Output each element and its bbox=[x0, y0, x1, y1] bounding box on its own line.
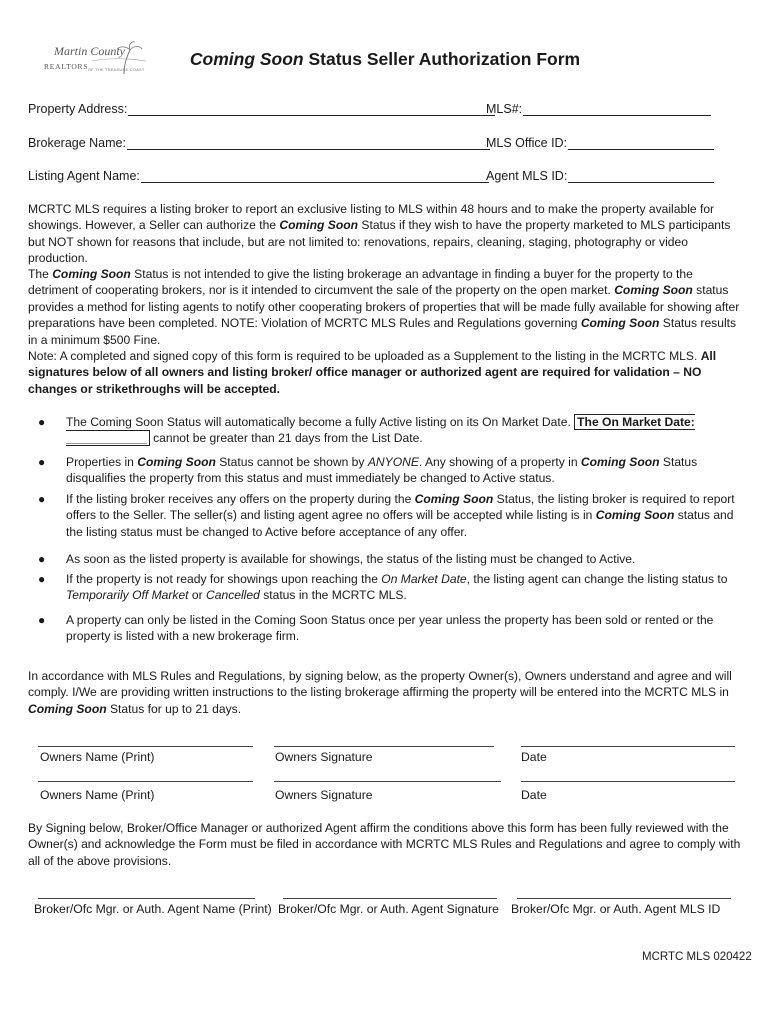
brokerage-name-line[interactable] bbox=[127, 137, 490, 150]
owner-signature-label-1: Owners Signature bbox=[275, 750, 373, 764]
owner-signature-label-2: Owners Signature bbox=[275, 788, 373, 802]
owner-date-label-2: Date bbox=[521, 788, 547, 802]
property-address-line[interactable] bbox=[128, 103, 495, 116]
form-title bbox=[170, 49, 600, 70]
agent-mls-id-line[interactable] bbox=[568, 170, 714, 183]
listing-agent-name-line[interactable] bbox=[141, 170, 489, 183]
logo bbox=[40, 40, 152, 80]
owner-name-label-2: Owners Name (Print) bbox=[40, 788, 155, 802]
agent-mls-id-field[interactable] bbox=[486, 169, 714, 183]
broker-mls-id-label: Broker/Ofc Mgr. or Auth. Agent MLS ID bbox=[511, 902, 721, 916]
broker-mls-id-line[interactable] bbox=[517, 888, 731, 899]
owner-name-label-1: Owners Name (Print) bbox=[40, 750, 155, 764]
paragraph-intent: The Coming Soon Status is not intended to give the listing brokerage an advantage in finding a buyer for the property to the detriment of cooperating brokers, nor is it intended to circumvent the sale of the property on the open market. Coming Soon status provides a method for listing agents to notify other cooperating brokers of properties that will be made fully available for showing after preparations have been completed. NOTE: Violation of MCRTC MLS Rules and Regulations governing Coming Soon Status results in a minimum $500 Fine. bbox=[28, 267, 740, 347]
owner-date-line-2[interactable] bbox=[521, 771, 735, 782]
broker-name-line[interactable] bbox=[38, 888, 255, 899]
brokerage-name-field[interactable] bbox=[28, 136, 490, 150]
owner-name-line-2[interactable] bbox=[38, 771, 253, 782]
broker-signature-line[interactable] bbox=[283, 888, 497, 899]
listing-agent-name-field[interactable] bbox=[28, 169, 489, 183]
owner-name-line-1[interactable] bbox=[38, 736, 253, 747]
paragraph-owner-agreement: In accordance with MLS Rules and Regulations, by signing below, as the property Owner(s), Owners understand and agree and will comply. I/We are providing written instructions to the listing brokerage affirming the property will be entered into the MCRTC MLS in Coming Soon Status for up to 21 days. bbox=[28, 669, 732, 716]
paragraph-note: Note: A completed and signed copy of this form is required to be uploaded as a Supplement to the listing in the MCRTC MLS. All signatures below of all owners and listing broker/ office manager or authorized agent are required for validation – NO changes or strikethroughs will be accepted. bbox=[28, 349, 717, 396]
owner-date-label-1: Date bbox=[521, 750, 547, 764]
mls-number-field[interactable] bbox=[486, 102, 711, 116]
form-page: Martin County REALTORS OF THE TREASURE COAST Coming Soon Status Seller Authorization Form Property Address: MLS#: Brokerage Name: MLS Office ID: Listing Agent Name: Agent MLS ID: MCRTC MLS requires a listing broker to report an exclusive listing to MLS within 48 hours and to make the property available for showings. However, a Seller can authorize the Coming Soon Status if they wish to have the property marketed to MLS participants but NOT shown for reasons that include, but are not limited to: renovations, repairs, cleaning, staging, photography or video production. The Coming Soon Status is not intended to give the listing brokerage an advantage in finding a buyer for the property to the detriment of cooperating brokers, nor is it intended to circumvent the sale of the property on the open market. Coming Soon status provides a method for listing agents to notify other cooperating brokers of properties that will be made fully available for showing after preparations have been completed. NOTE: Violation of MCRTC MLS Rules and Regulations governing Coming Soon Status results in a minimum $500 Fine. Note: A completed and signed copy of this form is required to be uploaded as a Supplement to the listing in the MCRTC MLS. All signatures below of all owners and listing broker/ office manager or authorized agent are required for validation – NO changes or strikethroughs will be accepted. ● The Coming Soon Status will automatically become a fully Active listing on its On Market Date. The On Market Date: ____________ cannot be greater than 21 days from the List Date. ● Properties in Coming Soon Status cannot be shown by ANYONE. Any showing of a property in Coming Soon Status disqualifies the property from this status and must immediately be changed to Active status. ● If the listing broker receives any offers on the property during the Coming Soon Status, the listing broker is required to report offers to the Seller. The seller(s) and listing agent agree no offers will be accepted while listing is in Coming Soon status and the listing status must be changed to Active before acceptance of any offer. ● As soon as the listed property is available for showings, the status of the listing must be changed to Active. ● If the property is not ready for showings upon reaching the On Market Date, the listing agent can change the listing status to Temporarily Off Market or Cancelled status in the MCRTC MLS. ● A property can only be listed in the Coming Soon Status once per year unless the property has been sold or rented or the property is listed with a new brokerage firm. In accordance with MLS Rules and Regulations, by signing below, as the property Owner(s), Owners understand and agree and will comply. I/We are providing written instructions to the listing brokerage affirming the property will be entered into the MCRTC MLS in Coming Soon Status for up to 21 days. Owners Name (Print) Owners Signature Date Owners Name (Print) Owners Signature Date By Signing below, Broker/Office Manager or authorized Agent affirm the conditions above this form has been fully reviewed with the Owner(s) and acknowledge the Form must be filed in accordance with MCRTC MLS Rules and Regulations and agree to comply with all of the above provisions. Broker/Ofc Mgr. or Auth. Agent Name (Print) Broker/Ofc Mgr. or Auth. Agent Signature Broker/Ofc Mgr. or Auth. Agent MLS ID MCRTC MLS 020422 bbox=[0, 0, 770, 1024]
owner-date-line-1[interactable] bbox=[521, 736, 735, 747]
logo-text-line1: Martin County bbox=[54, 44, 125, 58]
mls-office-id-field[interactable] bbox=[486, 136, 714, 150]
agent-mls-id-label: Agent MLS ID: bbox=[486, 169, 568, 183]
mls-office-id-label: MLS Office ID: bbox=[486, 136, 568, 150]
brokerage-name-label: Brokerage Name: bbox=[28, 136, 126, 150]
title-rest: Status Seller Authorization Form bbox=[303, 49, 581, 69]
mls-number-line[interactable] bbox=[523, 103, 711, 116]
logo-text-line2: REALTORS bbox=[44, 62, 89, 71]
paragraph-requirements: MCRTC MLS requires a listing broker to report an exclusive listing to MLS within 48 hours and to make the property available for showings. However, a Seller can authorize the Coming Soon Status if they wish to have the property marketed to MLS participants but NOT shown for reasons that include, but are not limited to: renovations, repairs, cleaning, staging, photography or video production. bbox=[28, 202, 731, 266]
broker-signature-label: Broker/Ofc Mgr. or Auth. Agent Signature bbox=[278, 902, 499, 916]
mls-number-label: MLS#: bbox=[486, 102, 523, 116]
listing-agent-name-label: Listing Agent Name: bbox=[28, 169, 140, 183]
form-version-footer: MCRTC MLS 020422 bbox=[642, 951, 752, 963]
logo-text-line3: OF THE TREASURE COAST bbox=[88, 67, 145, 72]
property-address-field[interactable] bbox=[28, 102, 495, 116]
owner-signature-line-2[interactable] bbox=[274, 771, 501, 782]
title-italic: Coming Soon bbox=[189, 49, 304, 69]
owner-signature-line-1[interactable] bbox=[274, 736, 494, 747]
on-market-date-box[interactable]: The On Market Date: ____________ bbox=[66, 415, 695, 446]
paragraph-broker-affirmation: By Signing below, Broker/Office Manager or authorized Agent affirm the conditions above this form has been fully reviewed with the Owner(s) and acknowledge the Form must be filed in accordance with MCRTC MLS Rules and Regulations and agree to comply with all of the above provisions. bbox=[28, 821, 741, 868]
broker-name-label: Broker/Ofc Mgr. or Auth. Agent Name (Print) bbox=[34, 902, 272, 916]
property-address-label: Property Address: bbox=[28, 102, 128, 116]
mls-office-id-line[interactable] bbox=[568, 137, 714, 150]
